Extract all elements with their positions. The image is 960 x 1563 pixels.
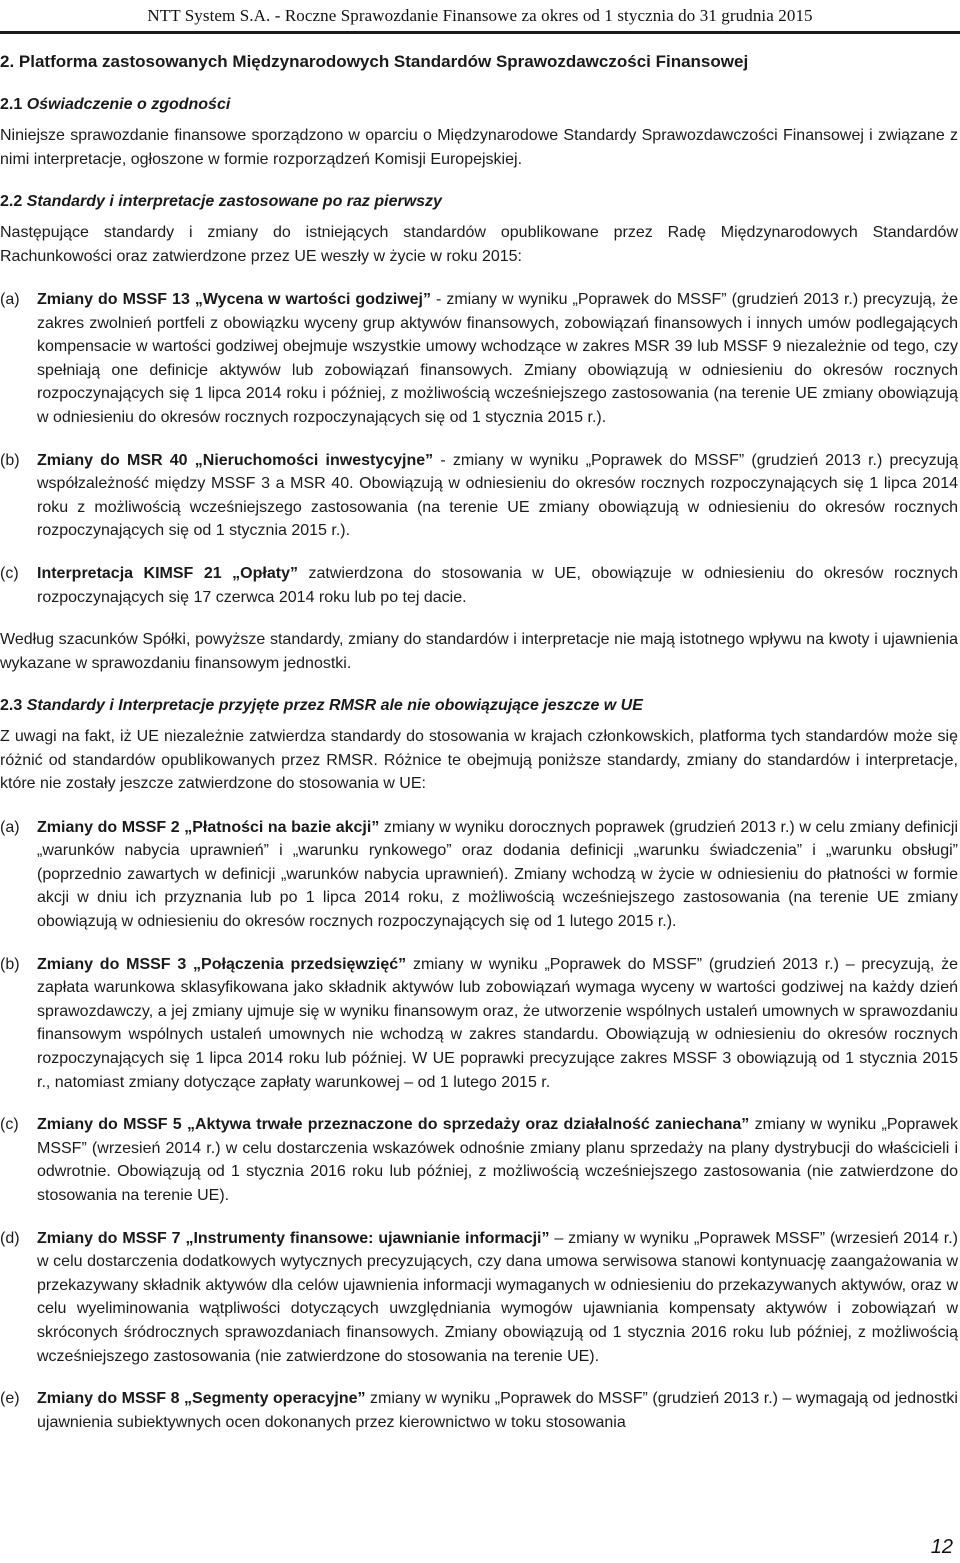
item-letter: (d)	[0, 1229, 20, 1247]
item-letter: (b)	[0, 955, 20, 973]
item-title: Zmiany do MSSF 7 „Instrumenty finansowe: ujawnianie informacji”	[37, 1229, 550, 1247]
item-title: Zmiany do MSSF 5 „Aktywa trwałe przeznaczone do sprzedaży oraz działalność zaniechana”	[37, 1116, 750, 1134]
section-heading: 2. Platforma zastosowanych Międzynarodowych Standardów Sprawozdawczości Finansowej	[0, 52, 749, 71]
item-text: zmiany w wyniku „Poprawek do MSSF” (grudzień 2013 r.) – wymagają od jednostki ujawnienia subiektywnych ocen dokonanych przez kierownictwo w toku stosowania	[37, 1390, 958, 1431]
subsection-2-3-intro: Z uwagi na fakt, iż UE niezależnie zatwierdza standardy do stosowania w krajach członkowskich, platforma tych standardów może się różnić od standardów opublikowanych przez RMSR. Różnice te obejmują poniższe standardy, zmiany do standardów i interpretacje, które nie zostały jeszcze zatwierdzone do stosowania w UE:	[0, 728, 958, 793]
list-item	[0, 449, 958, 543]
list-item	[0, 1227, 958, 1369]
item-letter: (e)	[0, 1390, 20, 1408]
page-content	[0, 50, 958, 1453]
item-title: Zmiany do MSSF 8 „Segmenty operacyjne”	[37, 1390, 366, 1408]
item-title: Zmiany do MSSF 2 „Płatności na bazie akcji”	[37, 818, 380, 836]
list-item	[0, 1387, 958, 1434]
item-text: - zmiany w wyniku „Poprawek do MSSF” (grudzień 2013 r.) precyzują, że zakres zwolnień portfeli z obowiązku wyceny grup aktywów finansowych, zobowiązań finansowych i innych umów podlegających kompensacie w wartości godziwej obejmuje wszystkie umowy wchodzące w zakres MSR 39 lub MSSF 9 niezależnie od tego, czy spełniają one definicje aktywów lub zobowiązań finansowych. Zmiany obowiązują w odniesieniu do okresów rocznych rozpoczynających się 1 lipca 2014 roku i później, z możliwością wcześniejszego zastosowania (na terenie UE zmiany obowiązują w odniesieniu do okresów rocznych rozpoczynających się od 1 stycznia 2015 r.).	[37, 291, 959, 426]
list-item	[0, 816, 958, 934]
pending-standards-list	[0, 816, 958, 1435]
item-title: Interpretacja KIMSF 21 „Opłaty”	[37, 564, 298, 582]
subsection-title: Standardy i Interpretacje przyjęte przez RMSR ale nie obowiązujące jeszcze w UE	[26, 697, 643, 715]
page-number: 12	[930, 1536, 953, 1558]
item-text: zmiany w wyniku dorocznych poprawek (grudzień 2013 r.) w celu zmiany definicji „warunków nabycia uprawnień” i „warunku rynkowego” oraz dodania definicji „warunku świadczenia” i „warunku obsługi” (poprzednio zawartych w definicji „warunków nabycia uprawnień). Zmiany wchodzą w życie w odniesieniu do płatności w formie akcji w dniu ich przyznania lub po 1 lipca 2014 roku, z możliwością wcześniejszego zastosowania (na terenie UE zmiany obowiązują w odniesieniu do okresów rocznych rozpoczynających się od 1 lutego 2015 r.).	[37, 818, 958, 930]
header-rule	[0, 31, 960, 34]
item-letter: (a)	[0, 291, 20, 308]
subsection-2-2-heading	[0, 191, 958, 213]
subsection-2-2-intro: Następujące standardy i zmiany do istniejących standardów opublikowane przez Radę Międzynarodowych Standardów Rachunkowości oraz zatwierdzone przez UE weszły w życie w roku 2015:	[0, 224, 958, 265]
item-text: - zmiany w wyniku „Poprawek do MSSF” (grudzień 2013 r.) precyzują współzależność między MSSF 3 a MSR 40. Obowiązują w odniesieniu do okresów rocznych rozpoczynających się 1 lipca 2014 roku z możliwością wcześniejszego zastosowania (na terenie UE zmiany obowiązują w odniesieniu do okresów rocznych rozpoczynających się od 1 stycznia 2015 r.).	[37, 451, 959, 540]
item-letter: (c)	[0, 1116, 19, 1134]
subsection-number: 2.2	[0, 193, 23, 210]
list-item	[0, 1113, 958, 1207]
item-text: zmiany w wyniku „Poprawek MSSF” (wrzesień 2014 r.) w celu dostarczenia wskazówek odnośnie zmiany planu sprzedaży na plany dystrybucji do właścicieli i odwrotnie. Obowiązują od 1 stycznia 2016 roku lub później, z możliwością wcześniejszego zastosowania (nie zatwierdzone do stosowania na terenie UE).	[37, 1116, 958, 1204]
item-text: zmiany w wyniku „Poprawek do MSSF” (grudzień 2013 r.) – precyzują, że zapłata warunkowa sklasyfikowana jako składnik aktywów lub zobowiązań wymaga wyceny w wartości godziwej na każdy dzień sprawozdawczy, a jej zmiany ujmuje się w wyniku finansowym oraz, że utworzenie wspólnych ustaleń umownych w sprawozdaniu finansowym wspólnych ustaleń umownych nie wchodzą w zakres standardu. Obowiązują w odniesieniu do okresów rocznych rozpoczynających się 1 lipca 2014 roku lub później. W UE poprawki precyzujące zakres MSSF 3 obowiązują od 1 stycznia 2015 r., natomiast zmiany dotyczące zapłaty warunkowej – od 1 lutego 2015 r.	[37, 955, 959, 1091]
item-letter: (c)	[0, 564, 19, 582]
subsection-number: 2.3	[0, 697, 23, 715]
item-text: – zmiany w wyniku „Poprawek MSSF” (wrzesień 2014 r.) w celu dostarczenia dodatkowych wytycznych precyzujących, czy dana umowa serwisowa stanowi kontynuację zaangażowania w przekazywany składnik aktywów dla celów ujawnienia informacji wymaganych w odniesieniu do przekazywanych aktywów, oraz w celu wyeliminowania wątpliwości dotyczących uwzględniania wymogów ujawniania kompensaty aktywów i zobowiązań w skróconych śródrocznych sprawozdaniach finansowych. Zmiany obowiązują od 1 stycznia 2016 roku lub później, z możliwością wcześniejszego zastosowania (nie zatwierdzone do stosowania na terenie UE).	[37, 1229, 958, 1365]
subsection-2-3-heading	[0, 695, 958, 717]
list-item	[0, 562, 958, 609]
subsection-title: Oświadczenie o zgodności	[26, 96, 231, 113]
item-text: zatwierdzona do stosowania w UE, obowiązuje w odniesieniu do okresów rocznych rozpoczynających się 17 czerwca 2014 roku lub po tej dacie.	[37, 564, 959, 606]
list-item	[0, 288, 958, 430]
item-title: Zmiany do MSSF 3 „Połączenia przedsięwzięć”	[37, 955, 407, 973]
applied-standards-list	[0, 288, 958, 609]
subsection-number: 2.1	[0, 96, 23, 113]
item-title: Zmiany do MSR 40 „Nieruchomości inwestycyjne”	[37, 451, 434, 469]
running-header: NTT System S.A. - Roczne Sprawozdanie Finansowe za okres od 1 stycznia do 31 grudnia 2015	[147, 6, 813, 25]
list-item	[0, 953, 958, 1095]
item-title: Zmiany do MSSF 13 „Wycena w wartości godziwej”	[37, 291, 431, 308]
subsection-title: Standardy i interpretacje zastosowane po raz pierwszy	[26, 193, 442, 210]
subsection-2-1-heading	[0, 94, 958, 116]
compliance-statement: Niniejsze sprawozdanie finansowe sporządzono w oparciu o Międzynarodowe Standardy Sprawozdawczości Finansowej i związane z nimi interpretacje, ogłoszone w formie rozporządzeń Komisji Europejskiej.	[0, 127, 958, 168]
impact-assessment: Według szacunków Spółki, powyższe standardy, zmiany do standardów i interpretacje nie mają istotnego wpływu na kwoty i ujawnienia wykazane w sprawozdaniu finansowym jednostki.	[0, 631, 958, 672]
item-letter: (b)	[0, 451, 20, 469]
item-letter: (a)	[0, 818, 20, 836]
